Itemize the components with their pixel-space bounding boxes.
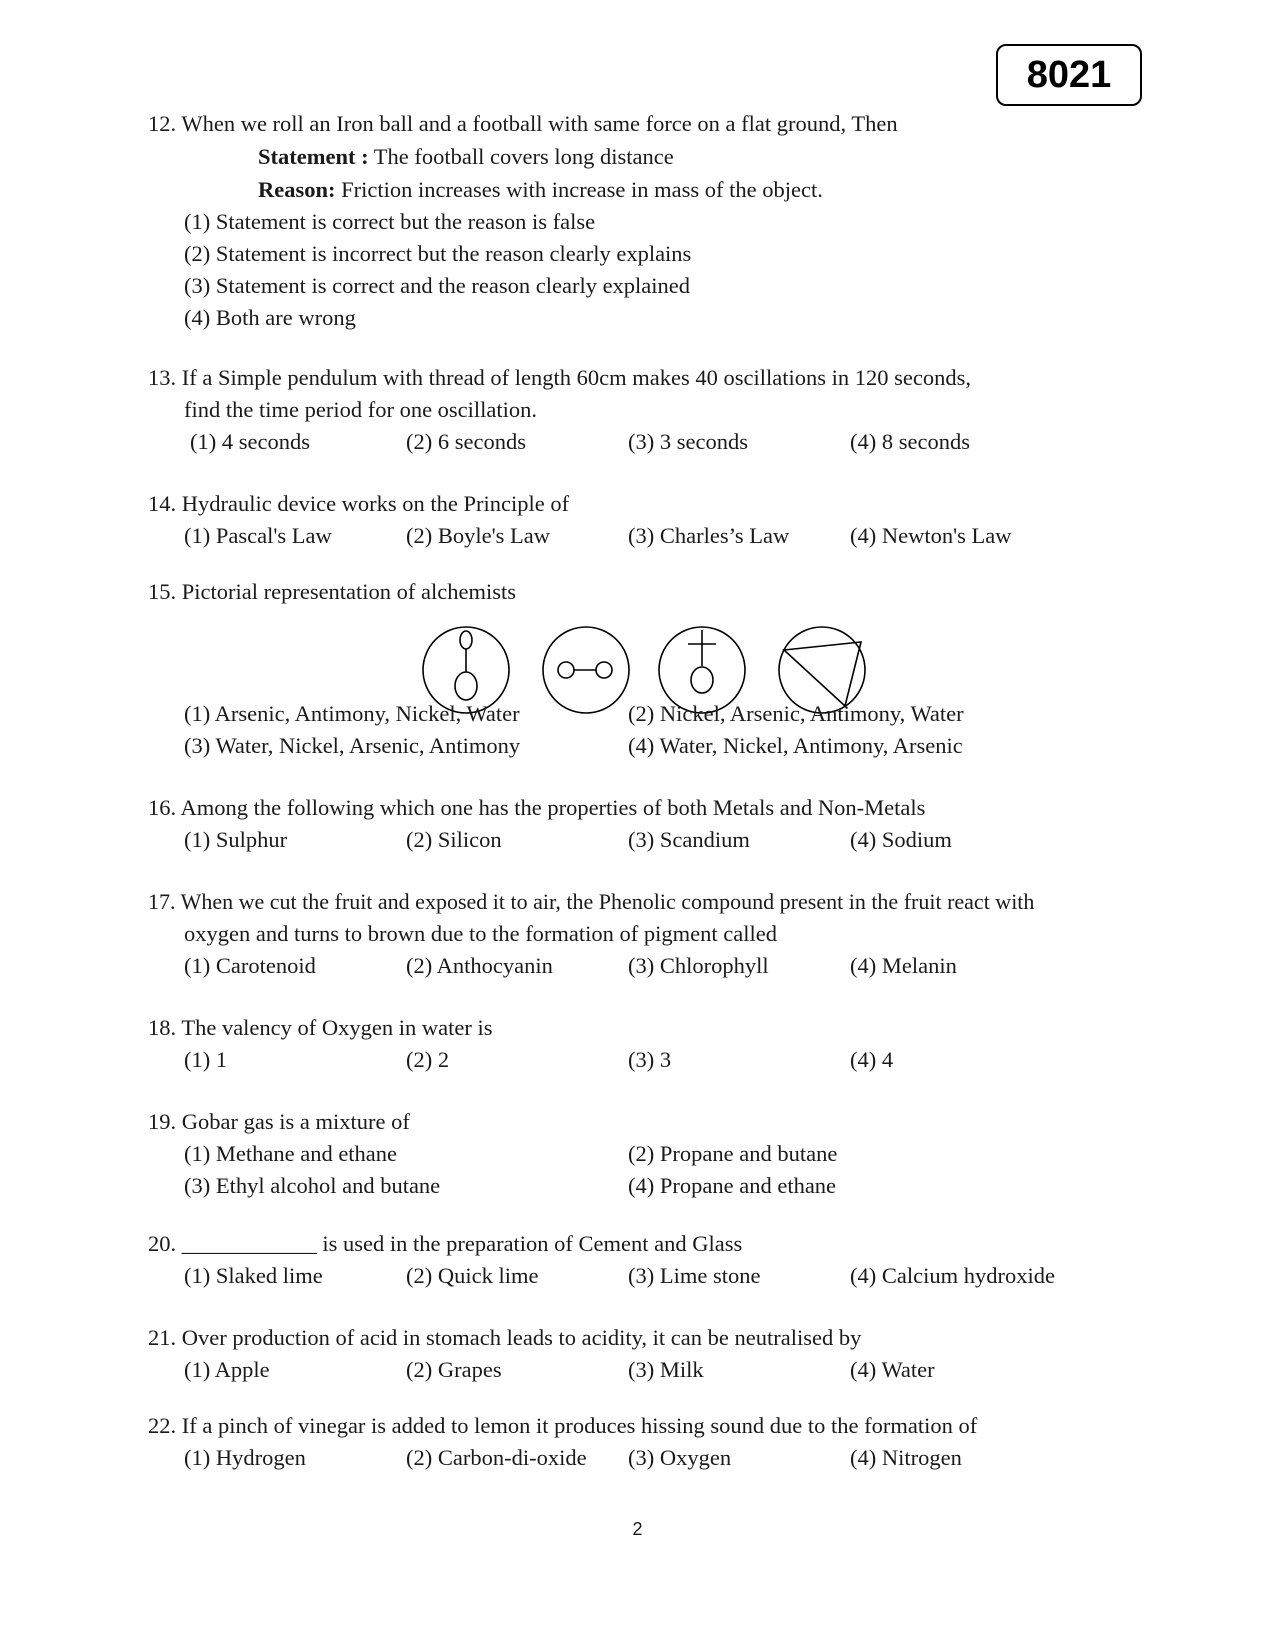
statement-label: Statement : — [258, 144, 369, 169]
question-15-option-4: (4) Water, Nickel, Antimony, Arsenic — [628, 733, 963, 758]
question-12-reason — [258, 176, 823, 204]
question-20-option-1: (1) Slaked lime — [184, 1263, 323, 1288]
question-22-stem: 22. If a pinch of vinegar is added to lemon it produces hissing sound due to the formation of — [148, 1413, 978, 1438]
question-15-stem: 15. Pictorial representation of alchemists — [148, 579, 517, 604]
question-14-stem: 14. Hydraulic device works on the Principle of — [148, 491, 570, 516]
question-21-option-1: (1) Apple — [184, 1357, 270, 1382]
reason-text: Friction increases with increase in mass of the object. — [335, 177, 823, 202]
question-20-option-2: (2) Quick lime — [406, 1263, 539, 1288]
question-17-option-1: (1) Carotenoid — [184, 953, 316, 978]
question-20-stem: 20. ____________ is used in the preparation of Cement and Glass — [148, 1231, 743, 1256]
question-14-option-4: (4) Newton's Law — [850, 523, 1012, 548]
question-19-option-3: (3) Ethyl alcohol and butane — [184, 1173, 441, 1198]
question-22-option-3: (3) Oxygen — [628, 1445, 732, 1470]
question-16-stem: 16. Among the following which one has the properties of both Metals and Non-Metals — [148, 795, 926, 820]
question-13-stem-line-1: 13. If a Simple pendulum with thread of length 60cm makes 40 oscillations in 120 seconds, — [148, 365, 971, 390]
question-16-option-4: (4) Sodium — [850, 827, 952, 852]
paper-code-box: 8021 — [996, 44, 1142, 106]
reason-label: Reason: — [258, 177, 336, 202]
question-22-option-2: (2) Carbon-di-oxide — [406, 1445, 587, 1470]
question-16-option-2: (2) Silicon — [406, 827, 502, 852]
question-19-option-2: (2) Propane and butane — [628, 1141, 838, 1166]
question-21-option-2: (2) Grapes — [406, 1357, 502, 1382]
question-19-option-4: (4) Propane and ethane — [628, 1173, 837, 1198]
question-14-option-3: (3) Charles’s Law — [628, 523, 790, 548]
statement-text: The football covers long distance — [368, 144, 674, 169]
question-12-statement — [258, 143, 674, 171]
question-16-option-1: (1) Sulphur — [184, 827, 288, 852]
question-20-option-4: (4) Calcium hydroxide — [850, 1263, 1055, 1288]
question-18-option-1: (1) 1 — [184, 1047, 228, 1072]
question-12-option-1: (1) Statement is correct but the reason is false — [184, 209, 596, 234]
alchemist-symbol-2-icon — [543, 627, 629, 713]
question-16-option-3: (3) Scandium — [628, 827, 750, 852]
question-15-option-1: (1) Arsenic, Antimony, Nickel, Water — [184, 701, 520, 726]
question-22-option-4: (4) Nitrogen — [850, 1445, 962, 1470]
question-15-option-2: (2) Nickel, Arsenic, Antimony, Water — [628, 701, 964, 726]
page-number: 2 — [632, 1519, 643, 1539]
question-18-option-3: (3) 3 — [628, 1047, 672, 1072]
question-21-option-3: (3) Milk — [628, 1357, 704, 1382]
question-18-option-4: (4) 4 — [850, 1047, 894, 1072]
question-14-option-1: (1) Pascal's Law — [184, 523, 332, 548]
question-17-option-2: (2) Anthocyanin — [406, 953, 553, 978]
question-17-option-4: (4) Melanin — [850, 953, 957, 978]
question-18-option-2: (2) 2 — [406, 1047, 450, 1072]
question-17-option-3: (3) Chlorophyll — [628, 953, 769, 978]
question-12-option-2: (2) Statement is incorrect but the reason clearly explains — [184, 241, 692, 266]
question-21-option-4: (4) Water — [850, 1357, 935, 1382]
question-17-stem-line-2: oxygen and turns to brown due to the formation of pigment called — [184, 921, 777, 946]
question-12-option-3: (3) Statement is correct and the reason clearly explained — [184, 273, 691, 298]
question-19-stem: 19. Gobar gas is a mixture of — [148, 1109, 410, 1134]
question-19-option-1: (1) Methane and ethane — [184, 1141, 398, 1166]
question-13-stem-line-2: find the time period for one oscillation. — [184, 397, 538, 422]
question-18-stem: 18. The valency of Oxygen in water is — [148, 1015, 493, 1040]
question-13-option-2: (2) 6 seconds — [406, 429, 526, 454]
question-13-option-4: (4) 8 seconds — [850, 429, 970, 454]
question-12-option-4: (4) Both are wrong — [184, 305, 356, 330]
question-13-option-1: (1) 4 seconds — [190, 429, 310, 454]
question-20-option-3: (3) Lime stone — [628, 1263, 761, 1288]
question-22-option-1: (1) Hydrogen — [184, 1445, 306, 1470]
question-14-option-2: (2) Boyle's Law — [406, 523, 551, 548]
question-12-stem: 12. When we roll an Iron ball and a football with same force on a flat ground, Then — [148, 111, 898, 136]
question-13-option-3: (3) 3 seconds — [628, 429, 748, 454]
question-17-stem-line-1: 17. When we cut the fruit and exposed it to air, the Phenolic compound present in the fruit react with — [148, 889, 1035, 914]
question-15-option-3: (3) Water, Nickel, Arsenic, Antimony — [184, 733, 521, 758]
question-21-stem: 21. Over production of acid in stomach leads to acidity, it can be neutralised by — [148, 1325, 862, 1350]
